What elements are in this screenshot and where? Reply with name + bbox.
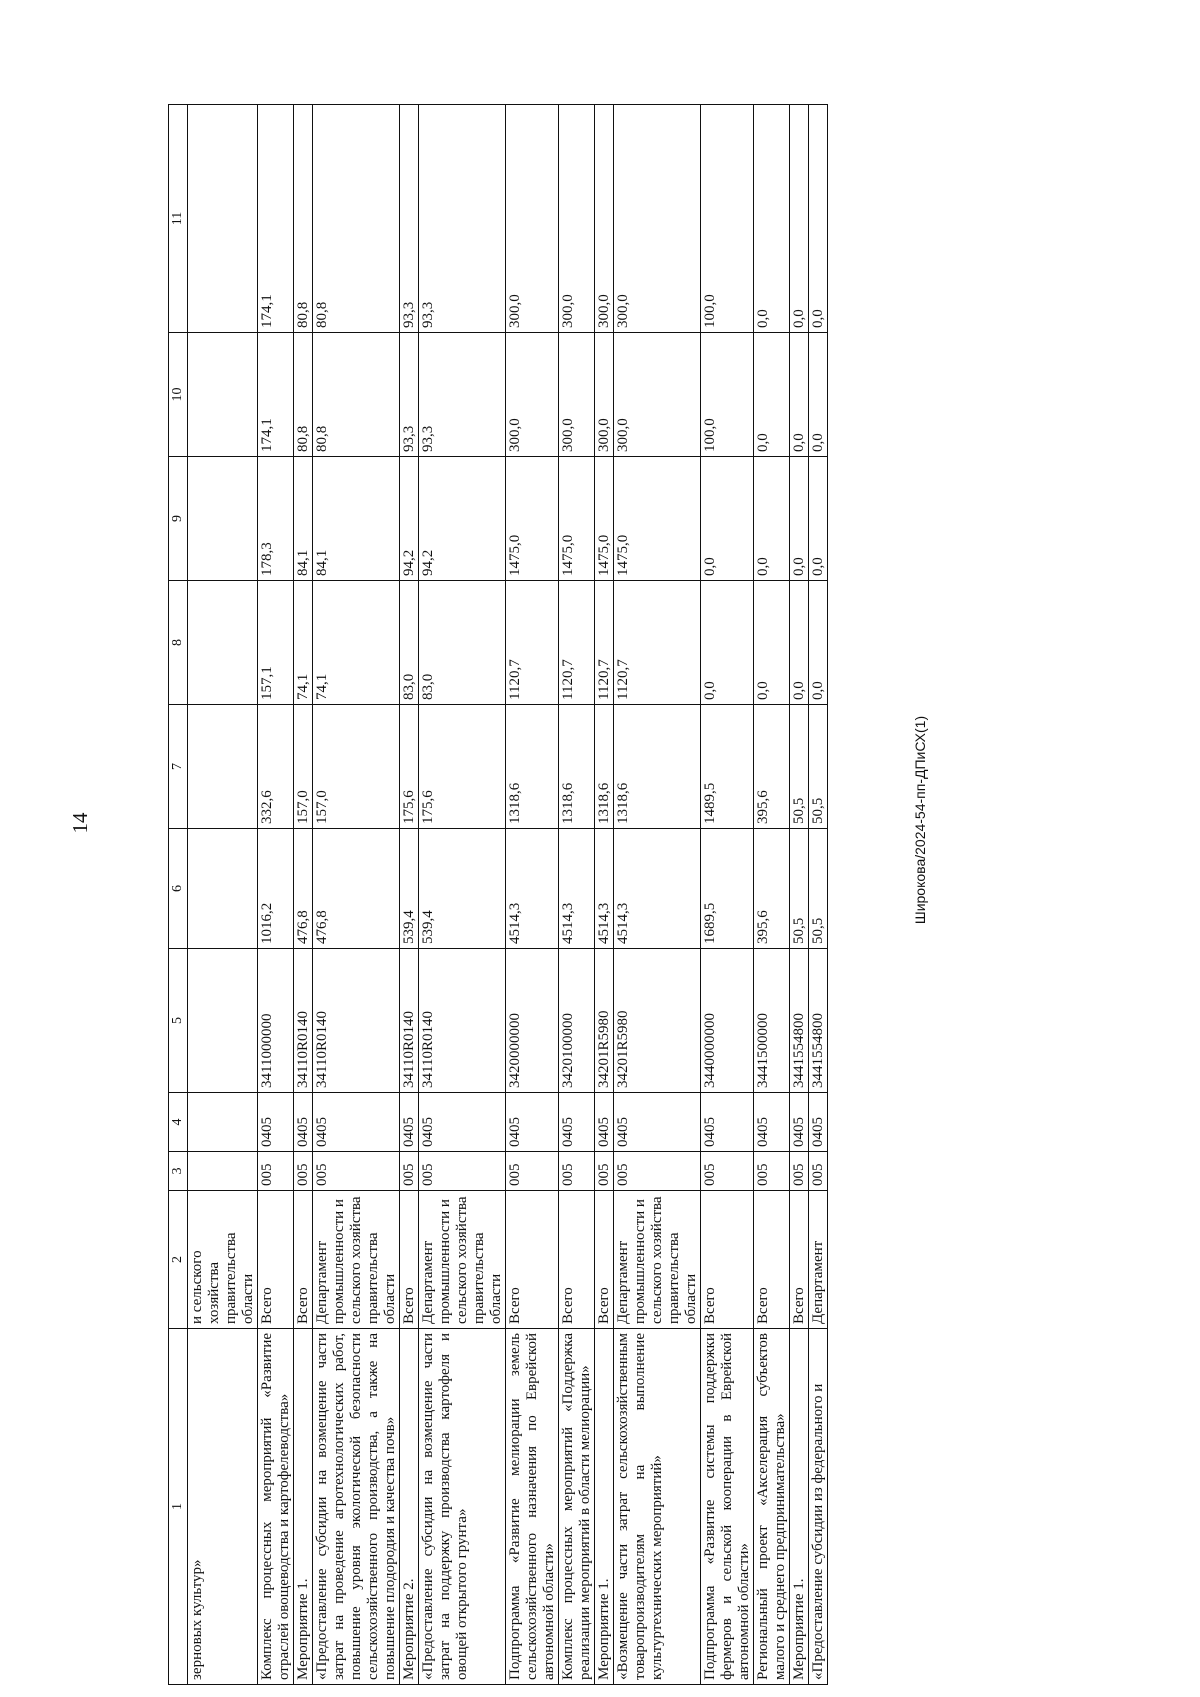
- col-header-11: 11: [169, 105, 188, 333]
- table-cell-col-9: 84,1: [294, 457, 313, 581]
- table-cell-col-10: 0,0: [754, 333, 790, 457]
- table-cell-col-8: 74,1: [313, 581, 400, 705]
- table-cell-col-5: 3411000000: [258, 949, 294, 1093]
- col-header-2: 2: [169, 1191, 188, 1329]
- table-cell-col-10: 300,0: [559, 333, 595, 457]
- table-cell-col-3: 005: [754, 1152, 790, 1191]
- table-cell-col-10: 80,8: [294, 333, 313, 457]
- col-header-10: 10: [169, 333, 188, 457]
- table-cell-col-1: «Предоставление субсидии из федерального и: [809, 1329, 828, 1685]
- table-cell-col-4: 0405: [258, 1093, 294, 1152]
- table-cell-col-8: 0,0: [701, 581, 754, 705]
- table-cell-col-7: 50,5: [790, 705, 809, 829]
- table-cell-col-8: 1120,7: [506, 581, 559, 705]
- table-cell-col-9: 94,2: [419, 457, 506, 581]
- table-cell-col-11: 300,0: [559, 105, 595, 333]
- table-cell-col-11: 80,8: [313, 105, 400, 333]
- table-cell-col-4: 0405: [809, 1093, 828, 1152]
- table-cell-col-9: 1475,0: [614, 457, 701, 581]
- table-cell-col-6: 539,4: [419, 829, 506, 949]
- table-cell-col-2: Всего: [701, 1191, 754, 1329]
- table-cell-col-7: 332,6: [258, 705, 294, 829]
- table-cell-col-4: 0405: [790, 1093, 809, 1152]
- table-cell-col-4: 0405: [614, 1093, 701, 1152]
- table-cell-col-1: Комплекс процессных мероприятий «Поддержка реализации мероприятий в области мелиорации»: [559, 1329, 595, 1685]
- table-cell-col-3: 005: [258, 1152, 294, 1191]
- table-cell-col-11: 100,0: [701, 105, 754, 333]
- table-cell-col-9: 1475,0: [559, 457, 595, 581]
- table-cell-col-6: 4514,3: [595, 829, 614, 949]
- table-cell-col-7: 157,0: [294, 705, 313, 829]
- table-cell-col-4: 0405: [754, 1093, 790, 1152]
- table-cell-col-2: Всего: [258, 1191, 294, 1329]
- table-cell-col-9: 84,1: [313, 457, 400, 581]
- table-cell-col-5: 34201R5980: [614, 949, 701, 1093]
- table-cell-col-11: [188, 105, 258, 333]
- table-cell-col-11: 0,0: [754, 105, 790, 333]
- table-cell-col-7: 1318,6: [614, 705, 701, 829]
- table-cell-col-9: 0,0: [701, 457, 754, 581]
- table-cell-col-6: 4514,3: [559, 829, 595, 949]
- table-cell-col-11: 0,0: [790, 105, 809, 333]
- table-cell-col-6: 1689,5: [701, 829, 754, 949]
- table-cell-col-2: Департамент промышленности и сельского хозяйства правительства области: [419, 1191, 506, 1329]
- table-cell-col-7: 1318,6: [559, 705, 595, 829]
- table-cell-col-3: 005: [294, 1152, 313, 1191]
- table-cell-col-3: 005: [559, 1152, 595, 1191]
- table-cell-col-1: Подпрограмма «Развитие мелиорации земель сельскохозяйственного назначения по Еврейской автономной области»: [506, 1329, 559, 1685]
- table-cell-col-5: 3420100000: [559, 949, 595, 1093]
- table-row: [294, 105, 313, 1685]
- table-cell-col-11: 300,0: [595, 105, 614, 333]
- table-row: [188, 105, 258, 1685]
- table-cell-col-6: 4514,3: [506, 829, 559, 949]
- table-cell-col-9: 0,0: [790, 457, 809, 581]
- table-cell-col-1: «Предоставление субсидии на возмещение части затрат на поддержку производства картофеля и овощей открытого грунта»: [419, 1329, 506, 1685]
- table-cell-col-6: [188, 829, 258, 949]
- table-cell-col-4: 0405: [595, 1093, 614, 1152]
- table-row: [419, 105, 506, 1685]
- table-cell-col-10: 300,0: [506, 333, 559, 457]
- document-code: Широкова/2024-54-пп-ДПиСХ(1): [912, 715, 928, 925]
- table-cell-col-1: «Возмещение части затрат сельскохозяйственным товаропроизводителям на выполнение культуртехнических мероприятий»: [614, 1329, 701, 1685]
- table-cell-col-3: 005: [313, 1152, 400, 1191]
- table-cell-col-4: 0405: [400, 1093, 419, 1152]
- table-cell-col-6: 50,5: [809, 829, 828, 949]
- table-cell-col-5: 3441554800: [790, 949, 809, 1093]
- table-cell-col-2: Департамент: [809, 1191, 828, 1329]
- table-cell-col-9: 0,0: [809, 457, 828, 581]
- table-cell-col-5: 3441554800: [809, 949, 828, 1093]
- table-row: [614, 105, 701, 1685]
- table-cell-col-2: и сельского хозяйства правительства области: [188, 1191, 258, 1329]
- table-cell-col-1: зерновых культур»: [188, 1329, 258, 1685]
- table-cell-col-6: 1016,2: [258, 829, 294, 949]
- table-cell-col-10: 100,0: [701, 333, 754, 457]
- table-cell-col-1: Мероприятие 2.: [400, 1329, 419, 1685]
- table-cell-col-8: 74,1: [294, 581, 313, 705]
- table-cell-col-3: 005: [614, 1152, 701, 1191]
- table-row: [258, 105, 294, 1685]
- table-cell-col-5: 3441500000: [754, 949, 790, 1093]
- table-cell-col-8: 1120,7: [595, 581, 614, 705]
- table-cell-col-2: Всего: [506, 1191, 559, 1329]
- table-cell-col-8: 157,1: [258, 581, 294, 705]
- table-cell-col-3: 005: [595, 1152, 614, 1191]
- table-cell-col-8: 0,0: [754, 581, 790, 705]
- table-row: [559, 105, 595, 1685]
- table-cell-col-6: 476,8: [294, 829, 313, 949]
- table-cell-col-11: 93,3: [400, 105, 419, 333]
- table-cell-col-1: Комплекс процессных мероприятий «Развитие отраслей овощеводства и картофелеводства»: [258, 1329, 294, 1685]
- col-header-1: 1: [169, 1329, 188, 1685]
- col-header-9: 9: [169, 457, 188, 581]
- table-cell-col-10: 93,3: [419, 333, 506, 457]
- table-cell-col-5: 3420000000: [506, 949, 559, 1093]
- table-cell-col-7: 50,5: [809, 705, 828, 829]
- table-cell-col-11: 300,0: [506, 105, 559, 333]
- table-cell-col-7: 157,0: [313, 705, 400, 829]
- table-cell-col-6: 476,8: [313, 829, 400, 949]
- table-cell-col-3: 005: [809, 1152, 828, 1191]
- table-row: [754, 105, 790, 1685]
- table-cell-col-2: Всего: [754, 1191, 790, 1329]
- table-cell-col-3: 005: [701, 1152, 754, 1191]
- table-cell-col-2: Всего: [595, 1191, 614, 1329]
- table-cell-col-7: 1318,6: [595, 705, 614, 829]
- table-row: [506, 105, 559, 1685]
- table-cell-col-1: «Предоставление субсидии на возмещение части затрат на проведение агротехнологических работ, повышение уровня экологической безопасности сельскохозяйственного производства, а также на повышение плодородия и качества почв»: [313, 1329, 400, 1685]
- table-row: [809, 105, 828, 1685]
- table-cell-col-11: 174,1: [258, 105, 294, 333]
- table-cell-col-9: 94,2: [400, 457, 419, 581]
- table-cell-col-10: 0,0: [809, 333, 828, 457]
- table-cell-col-1: Мероприятие 1.: [790, 1329, 809, 1685]
- col-header-7: 7: [169, 705, 188, 829]
- table-cell-col-10: 174,1: [258, 333, 294, 457]
- table-cell-col-1: Подпрограмма «Развитие системы поддержки фермеров и сельской кооперации в Еврейской автономной области»: [701, 1329, 754, 1685]
- table-cell-col-7: 175,6: [400, 705, 419, 829]
- table-cell-col-10: 0,0: [790, 333, 809, 457]
- table-body: [188, 105, 828, 1685]
- table-cell-col-4: 0405: [506, 1093, 559, 1152]
- table-cell-col-7: [188, 705, 258, 829]
- table-cell-col-9: 0,0: [754, 457, 790, 581]
- table-cell-col-9: [188, 457, 258, 581]
- table-cell-col-7: 1318,6: [506, 705, 559, 829]
- table-cell-col-9: 1475,0: [595, 457, 614, 581]
- table-cell-col-2: Всего: [400, 1191, 419, 1329]
- table-cell-col-10: 300,0: [595, 333, 614, 457]
- table-cell-col-8: [188, 581, 258, 705]
- table-cell-col-5: 34110R0140: [294, 949, 313, 1093]
- table-cell-col-2: Департамент промышленности и сельского хозяйства правительства области: [313, 1191, 400, 1329]
- table-cell-col-2: Всего: [294, 1191, 313, 1329]
- table-cell-col-11: 300,0: [614, 105, 701, 333]
- table-cell-col-11: 93,3: [419, 105, 506, 333]
- table-row: [701, 105, 754, 1685]
- page-number: 14: [68, 812, 92, 834]
- table-cell-col-11: 80,8: [294, 105, 313, 333]
- budget-table: [168, 104, 828, 1685]
- col-header-5: 5: [169, 949, 188, 1093]
- table-cell-col-6: 395,6: [754, 829, 790, 949]
- table-cell-col-3: 005: [790, 1152, 809, 1191]
- table-cell-col-10: 300,0: [614, 333, 701, 457]
- table-row: [400, 105, 419, 1685]
- table-cell-col-4: 0405: [701, 1093, 754, 1152]
- table-cell-col-11: 0,0: [809, 105, 828, 333]
- table-cell-col-8: 1120,7: [559, 581, 595, 705]
- table-cell-col-4: 0405: [313, 1093, 400, 1152]
- col-header-3: 3: [169, 1152, 188, 1191]
- table-cell-col-7: 395,6: [754, 705, 790, 829]
- table-cell-col-5: 34110R0140: [419, 949, 506, 1093]
- table-header-row: [169, 105, 188, 1685]
- table-cell-col-5: [188, 949, 258, 1093]
- table-cell-col-8: 83,0: [400, 581, 419, 705]
- table-cell-col-1: Мероприятие 1.: [294, 1329, 313, 1685]
- table-cell-col-4: 0405: [419, 1093, 506, 1152]
- table-cell-col-1: Мероприятие 1.: [595, 1329, 614, 1685]
- table-cell-col-5: 34110R0140: [313, 949, 400, 1093]
- table-cell-col-8: 0,0: [790, 581, 809, 705]
- table-cell-col-7: 1489,5: [701, 705, 754, 829]
- table-cell-col-10: [188, 333, 258, 457]
- table-row: [790, 105, 809, 1685]
- table-cell-col-6: 50,5: [790, 829, 809, 949]
- table-cell-col-10: 80,8: [313, 333, 400, 457]
- table-cell-col-5: 34110R0140: [400, 949, 419, 1093]
- table-row: [595, 105, 614, 1685]
- table-cell-col-5: 3440000000: [701, 949, 754, 1093]
- table-cell-col-3: [188, 1152, 258, 1191]
- table-cell-col-1: Региональный проект «Акселерация субъектов малого и среднего предпринимательства»: [754, 1329, 790, 1685]
- table-cell-col-3: 005: [400, 1152, 419, 1191]
- table-row: [313, 105, 400, 1685]
- table-cell-col-8: 83,0: [419, 581, 506, 705]
- col-header-4: 4: [169, 1093, 188, 1152]
- budget-table-rotated: [168, 105, 1008, 1685]
- table-cell-col-8: 0,0: [809, 581, 828, 705]
- col-header-6: 6: [169, 829, 188, 949]
- table-cell-col-6: 539,4: [400, 829, 419, 949]
- table-cell-col-4: 0405: [559, 1093, 595, 1152]
- table-cell-col-7: 175,6: [419, 705, 506, 829]
- table-cell-col-9: 178,3: [258, 457, 294, 581]
- col-header-8: 8: [169, 581, 188, 705]
- table-cell-col-9: 1475,0: [506, 457, 559, 581]
- table-cell-col-2: Всего: [559, 1191, 595, 1329]
- table-cell-col-3: 005: [419, 1152, 506, 1191]
- table-cell-col-5: 34201R5980: [595, 949, 614, 1093]
- table-cell-col-4: [188, 1093, 258, 1152]
- table-cell-col-4: 0405: [294, 1093, 313, 1152]
- table-cell-col-10: 93,3: [400, 333, 419, 457]
- table-cell-col-3: 005: [506, 1152, 559, 1191]
- table-cell-col-2: Департамент промышленности и сельского хозяйства правительства области: [614, 1191, 701, 1329]
- table-cell-col-2: Всего: [790, 1191, 809, 1329]
- table-cell-col-8: 1120,7: [614, 581, 701, 705]
- table-cell-col-6: 4514,3: [614, 829, 701, 949]
